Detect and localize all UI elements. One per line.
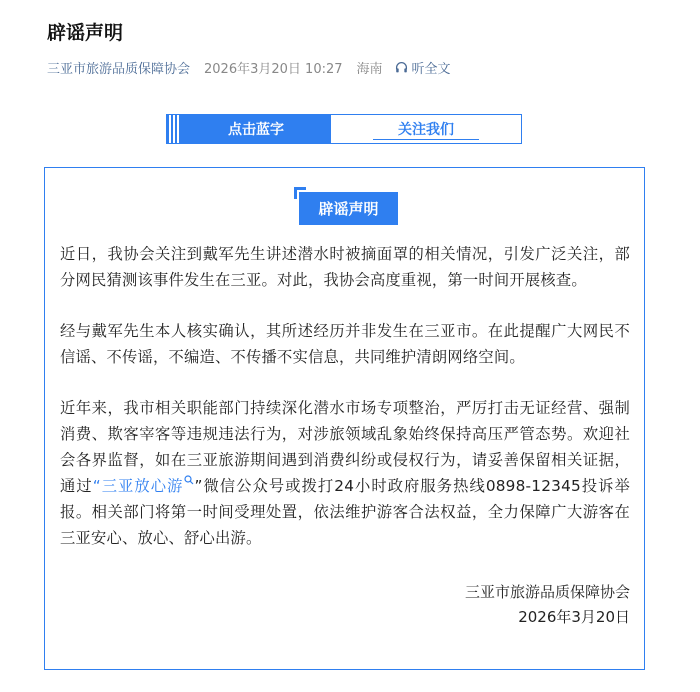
location-label: 海南 — [356, 62, 383, 77]
signature — [465, 580, 630, 630]
signature-date: 2026年3月20日 — [518, 608, 630, 626]
listen-button[interactable] — [395, 58, 451, 77]
paragraph-3 — [60, 395, 630, 551]
statement-body — [60, 241, 630, 576]
headphones-icon — [395, 61, 408, 74]
banner-stripes — [167, 115, 181, 143]
paragraph-3-part-b: ”微信公众号或拨打24小时政府服务热线0898-12345投诉举报。相关部门将第一时间受理处置，依法维护游客合法权益，全力保障广大游客在三亚安心、放心、舒心出游。 — [60, 477, 630, 547]
search-icon — [184, 475, 194, 485]
author-link[interactable]: 三亚市旅游品质保障协会 — [47, 62, 191, 77]
sanya-worry-free-link-text: “三亚放心游 — [92, 477, 184, 495]
sanya-worry-free-link[interactable] — [93, 477, 195, 495]
statement-card — [44, 167, 645, 670]
article-meta — [47, 58, 451, 77]
paragraph-1: 近日，我协会关注到戴军先生讲述潜水时被摘面罩的相关情况，引发广泛关注，部分网民猜测该事件发生在三亚。对此，我协会高度重视，第一时间开展核查。 — [60, 245, 630, 289]
card-heading — [294, 187, 398, 227]
paragraph-2: 经与戴军先生本人核实确认，其所述经历并非发生在三亚市。在此提醒广大网民不信谣、不传谣，不编造、不传播不实信息，共同维护清朗网络空间。 — [60, 322, 630, 366]
follow-banner — [166, 114, 522, 144]
click-blue-text-button[interactable]: 点击蓝字 — [181, 115, 331, 143]
listen-label: 听全文 — [411, 62, 451, 77]
follow-us-button[interactable]: 关注我们 — [331, 115, 521, 143]
article-title: 辟谣声明 — [47, 22, 124, 44]
signature-org: 三亚市旅游品质保障协会 — [464, 583, 630, 601]
publish-date: 2026年3月20日 10:27 — [204, 62, 343, 77]
paragraph-3-part-a: 近年来，我市相关职能部门持续深化潜水市场专项整治，严厉打击无证经营、强制消费、欺客宰客等违规违法行为，对涉旅领域乱象始终保持高压严管态势。欢迎社会各界监督，如在三亚旅游期间遇到消费纠纷或侵权行为，请妥善保留相关证据，通过 — [60, 399, 630, 495]
card-heading-tag: 辟谣声明 — [299, 192, 398, 225]
